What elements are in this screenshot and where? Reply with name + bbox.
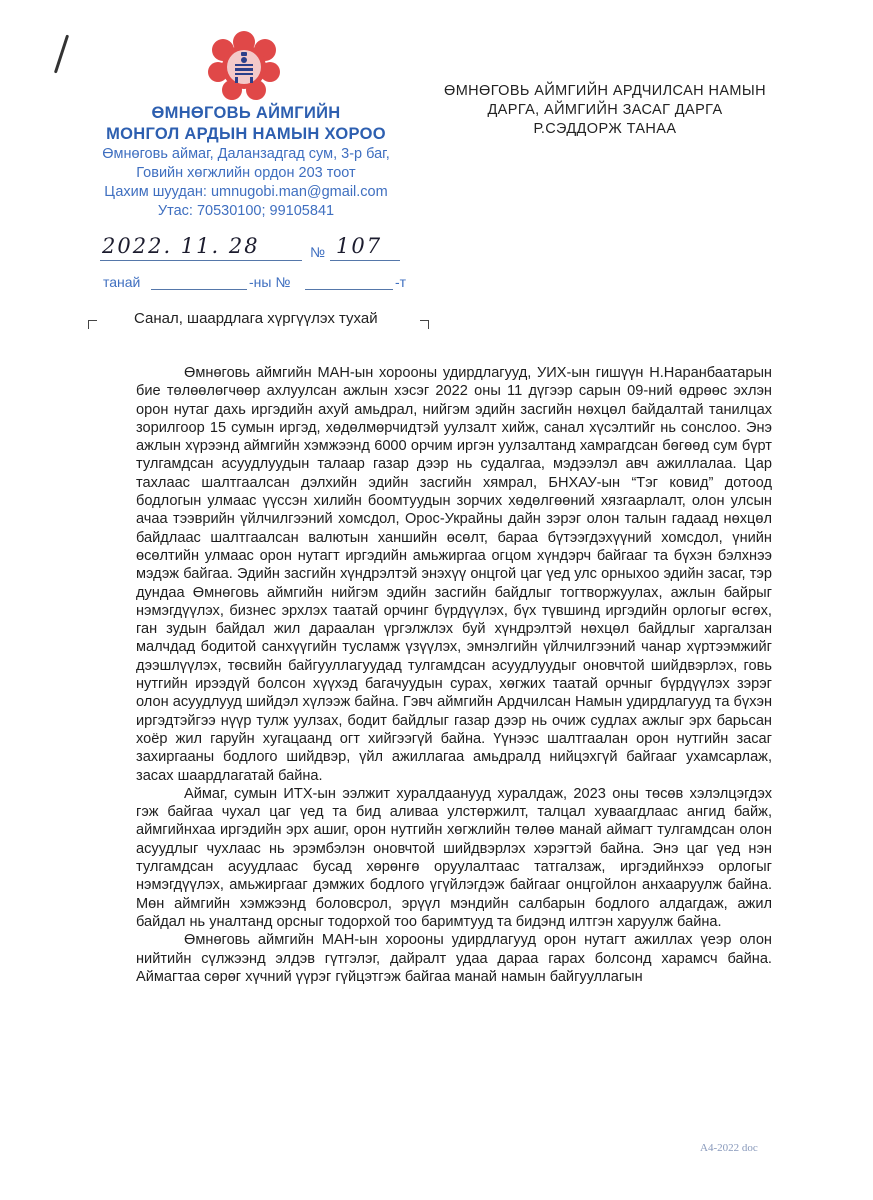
number-label: № [310,244,326,260]
party-emblem-icon [208,30,280,102]
body-paragraph-2: Аймаг, сумын ИТХ-ын ээлжит хуралдаанууд хуралдаж, 2023 оны төсөв хэлэлцэгдэх гэж байгаа чухал цаг үед та бид аливаа улстөржилт, талцал хуваагдлаас ангид байж, аймгийнхаа иргэдийн эрх ашиг, орон нутгийн хөгжлийн төлөө манай аймагт тулгамдсан олон асуудлыг чухлаас нь эрэмбэлэн оновчтой шийдвэрлэх хэрэгтэй байна. Энэ цаг үед нэн тулгамдсан асуудлаас бусад хөрөнгө оруулалтаас татгалзаж, иргэдийнхээ орлогыг нэмэгдүүлэх, амьжиргааг дэмжих бодлого үгүйлэгдэж байгааг онцгойлон анхааруулж байна. Мөн аймгийн хэмжээнд боловсрол, эрүүл мэндийн салбарын бодлого алдагдаж, ажил байдал нь уналтанд орсныг тодорхой тоо баримтууд та бидэнд илтгэн харуулж байна. [136,785,772,930]
reference-t: -т [395,274,407,290]
address-line1: Өмнөговь аймаг, Даланзадгад сум, 3-р баг, [102,146,390,162]
subject-left-bracket [88,320,97,329]
recipient-line1: ӨМНӨГОВЬ АЙМГИЙН АРДЧИЛСАН НАМЫН [444,83,766,99]
handwritten-number: 107 [336,234,383,258]
email-line: Цахим шуудан: umnugobi.man@gmail.com [104,184,388,200]
recipient-line3: Р.СЭДДОРЖ ТАНАА [533,121,677,137]
phone-line: Утас: 70530100; 99105841 [157,203,335,219]
reference-blank2 [305,289,393,290]
body-paragraph-1: Өмнөговь аймгийн МАН-ын хорооны удирдлагууд, УИХ-ын гишүүн Н.Наранбаатарын бие төлөөлөгчөөр ахлуулсан ажлын хэсэг 2022 оны 11 дүгээр сарын 09-ний өдрөөс эхлэн орон нутаг дахь иргэдийн ахуй амьдрал, нийгэм эдийн засгийн нөхцөл байдалтай танилцах зорилгоор 15 сумын иргэд, хөдөлмөрчидтэй уулзалт хийж, санал хүсэлтийг нь сонслоо. Энэ ажлын хүрээнд аймгийн хэмжээнд 6000 орчим иргэн уулзалтанд хамрагдсан бөгөөд сум бүрт тулгамдсан асуудлуудын талаар газар дээр нь судалгаа, мэдээлэл авч ажиллалаа. Цар тахлаас шалтгаалсан дэлхийн эдийн засгийн хямрал, БНХАУ-ын “Тэг ковид” дотоод бодлогын улмаас үүссэн хилийн боомтуудын зорчих хөдөлгөөний хязгаарлалт, олон улсын ачаа тээврийн үйлчилгээний хомсдол, Орос-Украйны дайн зэрэг олон талын гадаад нөхцөл байдлаас шалтгаалсан валютын ханшийн өсөлт, бараа бүтээгдэхүүний хомсдол, үнийн өсөлтийн улмаас орон нутагт иргэдийн амьжиргаа огцом хүндэрч байгааг та бүхэн бэлхнээ мэдэж байгаа. Эдийн засгийн хүндрэлтэй энэхүү онцгой цаг үед улс орныхоо эдийн засаг, тэр дундаа Өмнөговь аймгийн нийгэм эдийн засгийн байдлыг тогтворжуулах, ажлын байрыг нэмэгдүүлэх, бизнес эрхлэх таатай орчинг бүрдүүлэх, бүх түвшинд иргэдийн орлогыг өсгөх, ган зудын байдал жил дараалан үргэлжлэх буй хүндрэлтэй нөхцөл байдлыг харгалзан малчдад бодитой санхүүгийн тусламж үзүүлэх, эмнэлгийн үйлчилгээний чанар хүртээмжийг дээшлүүлэх, төсвийн байгууллагуудад тулгамдсан асуудлуудыг оновчтой шийдвэрлэх, говь нутгийн ирээдүй болсон хүүхэд багачуудын сурах, хөгжих таатай орчныг бүрдүүлэх зэрэг олон асуудлууд шийдэл хүлээж байна. Гэвч аймгийн Ардчилсан Намын удирдлагууд та бүхэн иргэдтэйгээ нүүр тулж уулзах, бодит байдлыг газар дээр нь очиж судлах ажлыг эрх барьсан хоёр жил гаруйн хугацаанд огт хийгээгүй байна. Үүнээс шалтгаалан орон нутгийн засаг захиргааны бодлого шийдвэр, үйл ажиллагаа амьдралд нийцэхгүй байгааг ухамсарлаж, засах шаардлагатай байна. [136,365,772,784]
date-number-line [100,236,420,266]
reference-blank1 [151,289,247,290]
letter-body [136,364,772,986]
date-underline [100,260,302,261]
subject-text: Санал, шаардлага хүргүүлэх тухай [134,310,378,327]
reference-line [103,274,433,296]
subject-block [88,310,433,336]
number-underline [330,260,400,261]
footer-doc-label: A4-2022 doc [700,1142,758,1154]
body-paragraph-3: Өмнөговь аймгийн МАН-ын хорооны удирдлагууд орон нутагт ажиллах үеэр олон нийтийн сүлжээнд элдэв гүтгэлэг, дайралт удаа дараа гарах болсонд харамсч байна. Аймагтаа сөрөг хүчний үүрэг гүйцэтгэж байгаа манай намын байгууллагын [136,932,772,985]
pen-stroke-mark [54,35,69,74]
org-name-line1: ӨМНӨГОВЬ АЙМГИЙН [151,104,341,122]
reference-ny-no: -ны № [249,274,291,290]
address-line2: Говийн хөгжлийн ордон 203 тоот [136,165,356,181]
sender-header [60,103,432,221]
org-name-line2: МОНГОЛ АРДЫН НАМЫН ХОРОО [106,125,386,143]
recipient-block [400,82,810,139]
reference-tanai: танай [103,274,141,290]
handwritten-date: 2022. 11. 28 [102,234,260,258]
recipient-line2: ДАРГА, АЙМГИЙН ЗАСАГ ДАРГА [487,102,723,118]
subject-right-bracket [420,320,429,329]
